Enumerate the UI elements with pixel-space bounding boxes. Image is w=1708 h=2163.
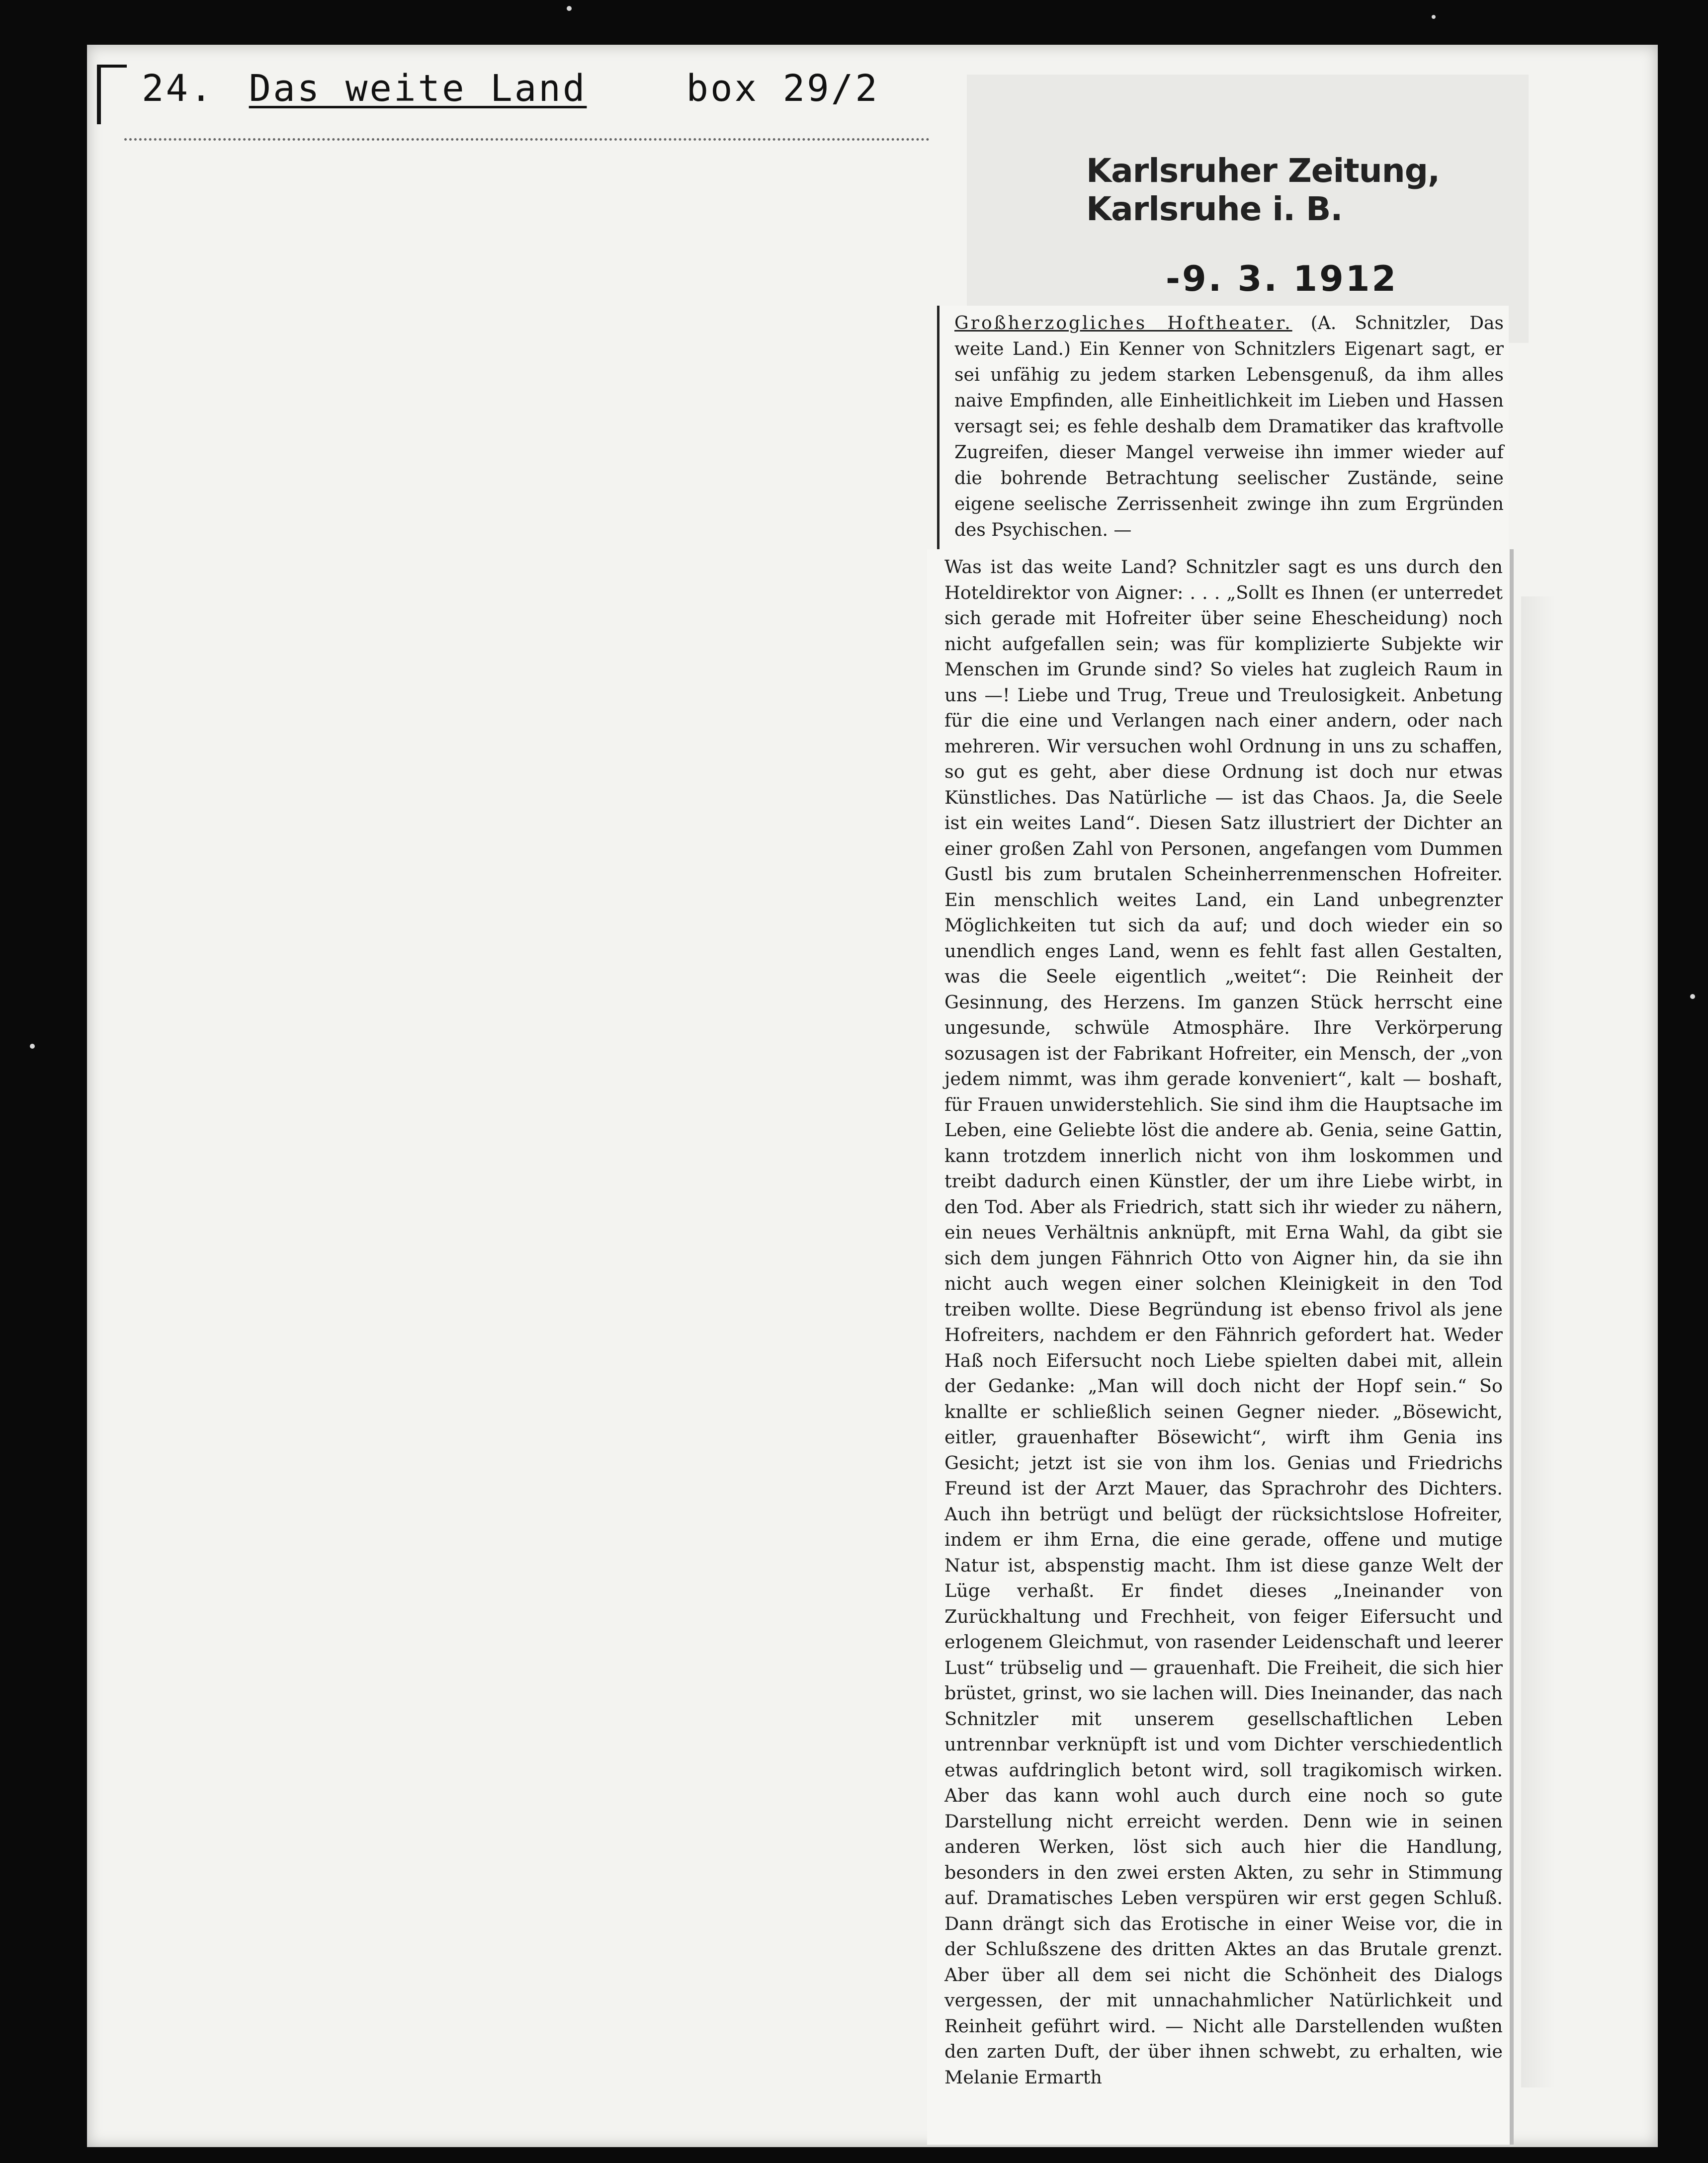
film-speck (30, 1044, 35, 1049)
film-speck (1690, 994, 1695, 999)
article-lead-clipping (937, 306, 1509, 582)
article-body: Was ist das weite Land? Schnitzler sagt es uns durch den Hoteldirektor von Aigner: . . . „Sollt es Ihnen (er unterredet sich gerade mit Hofreiter über seine Ehescheidung) noch nicht aufgefallen sein; was für komplizierte Subjekte wir Menschen im Grunde sind? So vieles hat zugleich Raum in uns —! Liebe und Trug, Treue und Treulosigkeit. Anbetung für die eine und Verlangen nach einer andern, oder nach mehreren. Wir versuchen wohl Ordnung in uns zu schaffen, so gut es geht, aber diese Ordnung ist doch nur etwas Künstliches. Das Natürliche — ist das Chaos. Ja, die Seele ist ein weites Land“. Diesen Satz illustriert der Dichter an einer großen Zahl von Personen, angefangen vom Dummen Gustl bis zum brutalen Scheinherrenmenschen Hofreiter. Ein menschlich weites Land, ein Land unbegrenzter Möglichkeiten tut sich da auf; und doch wieder ein so unendlich enges Land, wenn es fehlt fast allen Gestalten, was die Seele eigentlich „weitet“: Die Reinheit der Gesinnung, des Herzens. Im ganzen Stück herrscht eine ungesunde, schwüle Atmosphäre. Ihre Verkörperung sozusagen ist der Fabrikant Hofreiter, ein Mensch, der „von jedem nimmt, was ihm gerade konveniert“, kalt — boshaft, für Frauen unwiderstehlich. Sie sind ihm die Hauptsache im Leben, eine Geliebte löst die andere ab. Genia, seine Gattin, kann trotzdem innerlich nicht von ihm loskommen und treibt dadurch einen Künstler, der um ihre Liebe wirbt, in den Tod. Aber als Friedrich, statt sich ihr wieder zu nähern, ein neues Verhältnis anknüpft, mit Erna Wahl, da gibt sie sich dem jungen Fähnrich Otto von Aigner hin, da sie ihn nicht auch wegen einer solchen Kleinigkeit in den Tod treiben wollte. Diese Begründung ist ebenso frivol als jene Hofreiters, nachdem er den Fähnrich gefordert hat. Weder Haß noch Eifersucht noch Liebe spielten dabei mit, allein der Gedanke: „Man will doch nicht der Hopf sein.“ So knallte er schließlich seinen Gegner nieder. „Bösewicht, eitler, grauenhafter Bösewicht“, wirft ihm Genia ins Gesicht; jetzt ist sie von ihm los. Genias und Friedrichs Freund ist der Arzt Mauer, das Sprachrohr des Dichters. Auch ihn betrügt und belügt der rücksichtslose Hofreiter, indem er ihm Erna, die eine gerade, offene und mutige Natur ist, abspenstig macht. Ihm ist diese ganze Welt der Lüge verhaßt. Er findet dieses „Ineinander von Zurückhaltung und Frechheit, von feiger Eifersucht und erlogenem Gleichmut, von rasender Leidenschaft und leerer Lust“ trübselig und — grauenhaft. Die Freiheit, die sich hier brüstet, grinst, wo sie lachen will. Dies Ineinander, das nach Schnitzler mit unserem gesellschaftlichen Leben untrennbar verknüpft ist und vom Dichter verschiedentlich etwas aufdringlich betont wird, soll tragikomisch wirken. Aber das kann wohl auch durch eine noch so gute Darstellung nicht erreicht werden. Denn wie in seinen anderen Werken, löst sich auch hier die Handlung, besonders in den zwei ersten Akten, zu sehr in Stimmung auf. Dramatisches Leben verspüren wir erst gegen Schluß. Dann drängt sich das Erotische in einer Weise vor, die in der Schlußszene des dritten Aktes an das Brutale grenzt. Aber über all dem sei nicht die Schönheit des Dialogs vergessen, der mit unnachahmlicher Natürlichkeit und Reinheit geführt wird. — Nicht alle Darstellenden wußten den zarten Duft, der über ihnen schwebt, zu erhalten, wie Melanie Ermarth (944, 556, 1503, 2088)
article-lead (954, 311, 1504, 543)
newspaper-stamp (967, 75, 1529, 343)
archive-header (97, 67, 879, 110)
header-divider (124, 138, 930, 141)
folder-number: 24. (142, 67, 214, 110)
box-label: box 29/2 (686, 67, 879, 110)
newspaper-name: Karlsruher Zeitung, Karlsruhe i. B. (1086, 152, 1440, 228)
folder-title: Das weite Land (249, 67, 587, 110)
article-body-clipping (927, 549, 1514, 2145)
article-lead-text: (A. Schnitzler, Das weite Land.) Ein Kenner von Schnitzlers Eigenart sagt, er sei unfähig zu jedem starken Lebensgenuß, da ihm alles naive Empfinden, alle Einheitlichkeit im Lieben und Hassen versagt sei; es fehle deshalb dem Dramatiker das kraftvolle Zugreifen, dieser Mangel verweise ihn immer wieder auf die bohrende Betrachtung seelischer Zustände, seine eigene seelische Zerrissenheit zwinge ihn zum Ergründen des Psychischen. — (954, 313, 1504, 540)
film-speck (1432, 15, 1436, 19)
clipping-date: -9. 3. 1912 (1166, 258, 1398, 299)
margin-shadow (1521, 596, 1556, 2087)
film-speck (567, 6, 572, 11)
article-heading: Großherzogliches Hoftheater. (954, 313, 1292, 333)
